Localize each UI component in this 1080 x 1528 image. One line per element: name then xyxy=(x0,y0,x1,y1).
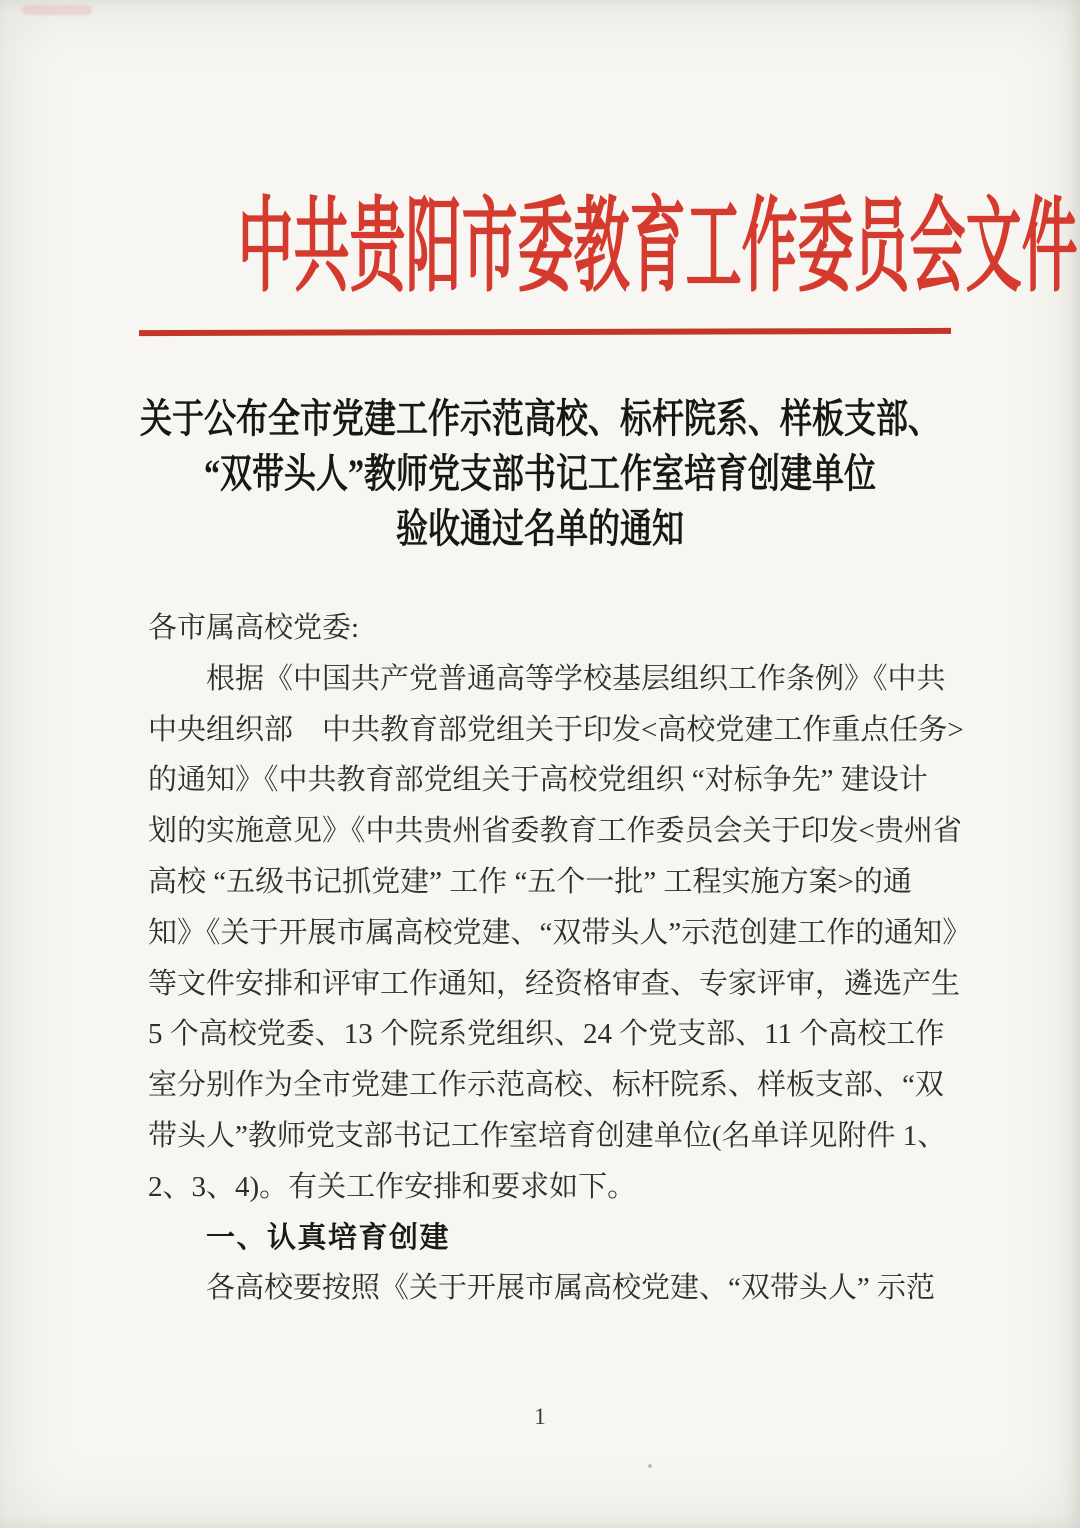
body-line: 2、3、4)。有关工作安排和要求如下。 xyxy=(148,1170,637,1203)
document-masthead-title: 中共贵阳市委教育工作委员会文件 xyxy=(237,189,1078,305)
body-line: 高校 “五级书记抓党建” 工作 “五个一批” 工程实施方案>的通 xyxy=(148,865,912,898)
document-title-line: 关于公布全市党建工作示范高校、标杆院系、样板支部、 xyxy=(140,396,940,441)
page-number: 1 xyxy=(534,1404,546,1429)
body-line: 各高校要按照《关于开展市属高校党建、“双带头人” 示范 xyxy=(206,1272,935,1305)
body-line: 等文件安排和评审工作通知，经资格审查、专家评审，遴选产生 xyxy=(148,967,961,1000)
red-separator-line xyxy=(139,328,951,336)
section-heading: 一、认真培育创建 xyxy=(206,1221,451,1254)
document-title-line: 验收通过名单的通知 xyxy=(396,506,684,551)
body-line: 中央组织部 中共教育部党组关于印发<高校党建工作重点任务> xyxy=(148,713,964,746)
scan-speck xyxy=(648,1464,652,1468)
body-line: 根据《中国共产党普通高等学校基层组织工作条例》《中共 xyxy=(206,662,946,695)
body-line: 带头人”教师党支部书记工作室培育创建单位(名单详见附件 1、 xyxy=(148,1119,947,1152)
body-line: 5 个高校党委、13 个院系党组织、24 个党支部、11 个高校工作 xyxy=(148,1018,945,1051)
body-line: 室分别作为全市党建工作示范高校、标杆院系、样板支部、“双 xyxy=(148,1069,944,1102)
salutation: 各市属高校党委: xyxy=(148,612,360,644)
document-title-line: “双带头人”教师党支部书记工作室培育创建单位 xyxy=(204,451,876,496)
body-line: 知》《关于开展市属高校党建、“双带头人”示范创建工作的通知》 xyxy=(148,916,972,949)
scan-smudge xyxy=(22,5,92,15)
body-line: 的通知》《中共教育部党组关于高校党组织 “对标争先” 建设计 xyxy=(148,764,928,797)
body-line: 划的实施意见》《中共贵州省委教育工作委员会关于印发<贵州省 xyxy=(148,815,962,848)
document-body xyxy=(148,603,972,1314)
document-title xyxy=(108,391,972,556)
